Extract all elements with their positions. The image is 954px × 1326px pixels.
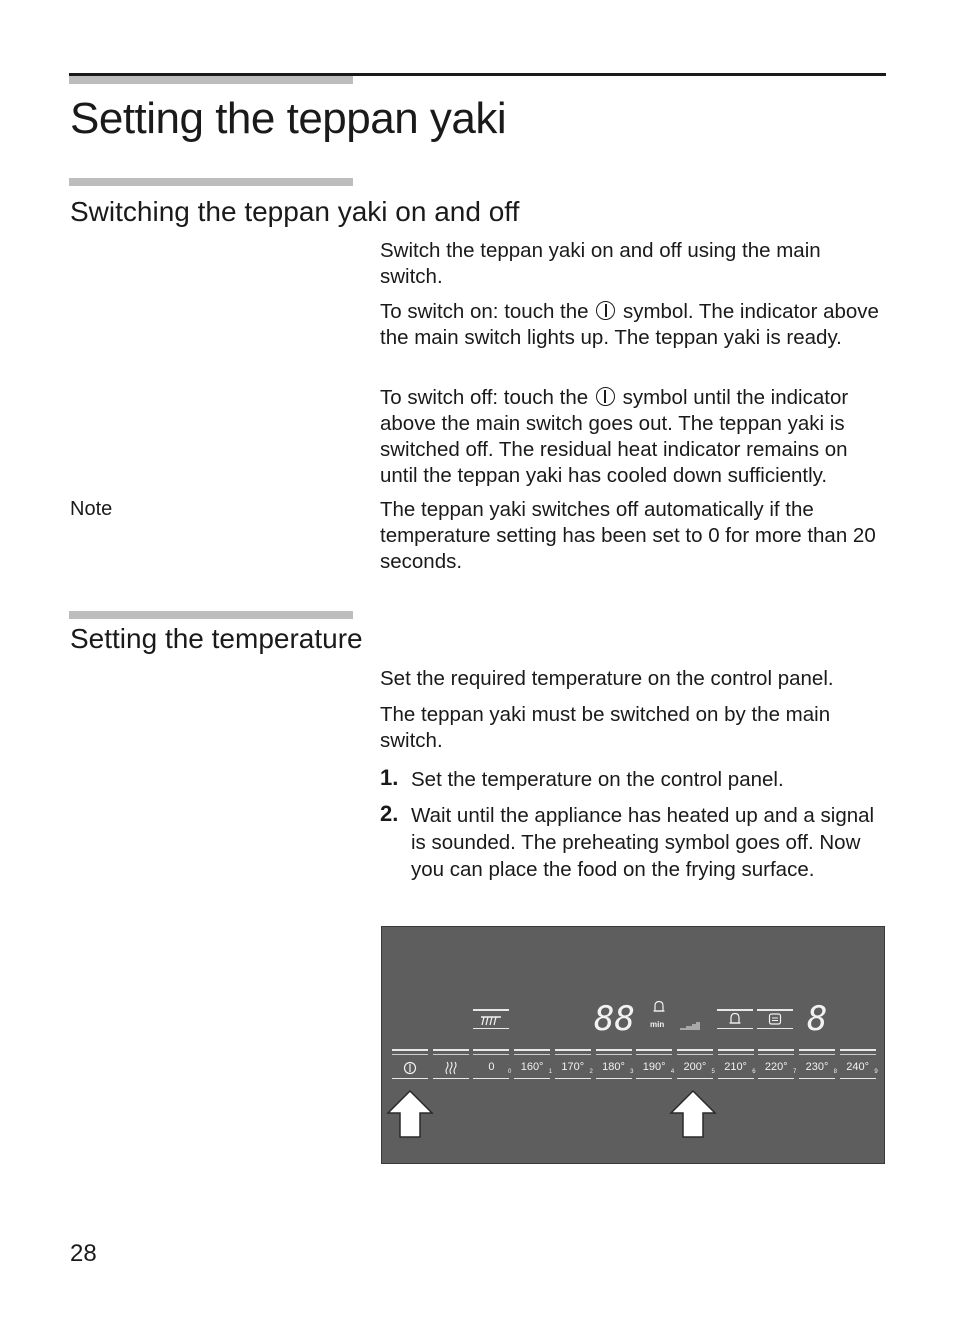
- setting-index-label: 1: [548, 1069, 553, 1075]
- temperature-label: 0: [488, 1061, 495, 1073]
- temperature-label: 180°: [602, 1061, 625, 1073]
- section1-heading: Switching the teppan yaki on and off: [70, 196, 520, 227]
- title-rule-black: [69, 73, 886, 76]
- section1-rule: [69, 178, 353, 186]
- temperature-setting-key[interactable]: [799, 1049, 835, 1079]
- temperature-setting-key[interactable]: [840, 1049, 876, 1079]
- temperature-setting-key[interactable]: [758, 1049, 797, 1079]
- note-label: Note: [70, 498, 113, 520]
- section2-paragraph-1: Set the required temperature on the control panel.: [380, 667, 834, 690]
- temperature-setting-key[interactable]: [433, 1049, 469, 1079]
- control-panel: [381, 926, 885, 1164]
- section1-paragraph-2: [380, 299, 885, 351]
- section1-paragraph-3-start: To switch off: touch the: [380, 386, 589, 409]
- pan-icon: [768, 1012, 782, 1026]
- temperature-label: 170°: [561, 1061, 585, 1073]
- bell-icon: [652, 1000, 666, 1014]
- keep-warm-button[interactable]: [757, 1009, 793, 1029]
- setting-index-label: 0: [508, 1069, 512, 1075]
- temperature-setting-key[interactable]: [636, 1049, 675, 1079]
- step-number: 1.: [380, 765, 399, 790]
- temperature-setting-key[interactable]: [677, 1049, 713, 1079]
- setting-index-label: 5: [711, 1069, 715, 1075]
- temperature-setting-key[interactable]: [555, 1049, 591, 1079]
- section2-rule: [69, 611, 353, 619]
- temperature-setting-key[interactable]: [718, 1049, 754, 1079]
- temperature-label: 160°: [520, 1061, 544, 1073]
- heat-icon: [444, 1061, 458, 1075]
- preheat-indicator: [473, 1009, 509, 1029]
- level-icon: [680, 1022, 700, 1030]
- note-text: The teppan yaki switches off automatically if the temperature setting has been set to 0 for more than 20 seconds.: [380, 498, 876, 573]
- temperature-label: 240°: [846, 1061, 870, 1073]
- setting-index-label: 7: [792, 1069, 797, 1075]
- section1-paragraph-3: [380, 385, 885, 489]
- temperature-label: 210°: [724, 1061, 747, 1073]
- temperature-label: 220°: [764, 1061, 788, 1073]
- section1-paragraph-2-end: symbol. The indicator above the main switch lights up. The teppan yaki is ready.: [380, 300, 879, 349]
- section1-paragraph-1: Switch the teppan yaki on and off using the main switch.: [380, 239, 821, 288]
- page-title: Setting the teppan yaki: [70, 94, 507, 143]
- timer-button[interactable]: [717, 1009, 753, 1029]
- preheat-icon: [480, 1014, 502, 1026]
- step-text: Set the temperature on the control panel.: [411, 768, 784, 791]
- title-rule-grey: [69, 76, 353, 84]
- arrow-up-icon: [386, 1089, 434, 1139]
- temperature-setting-key[interactable]: [392, 1049, 428, 1079]
- power-icon: [403, 1061, 417, 1075]
- section1-paragraph-2-start: To switch on: touch the: [380, 300, 589, 323]
- arrow-up-icon: [669, 1089, 717, 1139]
- power-icon: [596, 387, 615, 406]
- timer-display: 88: [594, 999, 635, 1039]
- min-label: min: [650, 1020, 665, 1029]
- step-text: Wait until the appliance has heated up and a signal is sounded. The preheating symbol goes off. Now you can place the food on the frying surface.: [411, 804, 875, 881]
- setting-index-label: 3: [630, 1069, 634, 1075]
- setting-index-label: 2: [589, 1069, 593, 1075]
- section2-paragraph-2: The teppan yaki must be switched on by the main switch.: [380, 703, 831, 752]
- temperature-setting-key[interactable]: [473, 1049, 512, 1079]
- temperature-setting-key[interactable]: [514, 1049, 553, 1079]
- step-number: 2.: [380, 801, 399, 826]
- setting-index-label: 8: [833, 1069, 837, 1075]
- setting-index-label: 4: [670, 1069, 675, 1075]
- section2-heading: Setting the temperature: [70, 623, 363, 654]
- temperature-label: 200°: [683, 1061, 707, 1073]
- temperature-label: 230°: [805, 1061, 829, 1073]
- setting-index-label: 6: [752, 1069, 756, 1075]
- temperature-label: 190°: [642, 1061, 666, 1073]
- temperature-setting-key[interactable]: [596, 1049, 632, 1079]
- setting-index-label: 9: [874, 1069, 878, 1075]
- page-number: 28: [70, 1240, 97, 1267]
- section1-paragraph-3-end: symbol until the indicator above the main switch goes out. The teppan yaki is switched off. The residual heat indicator remains on until the teppan yaki has cooled down sufficiently.: [380, 386, 849, 487]
- bell-icon: [728, 1012, 742, 1026]
- level-display: 8: [807, 999, 828, 1039]
- power-icon: [596, 301, 615, 320]
